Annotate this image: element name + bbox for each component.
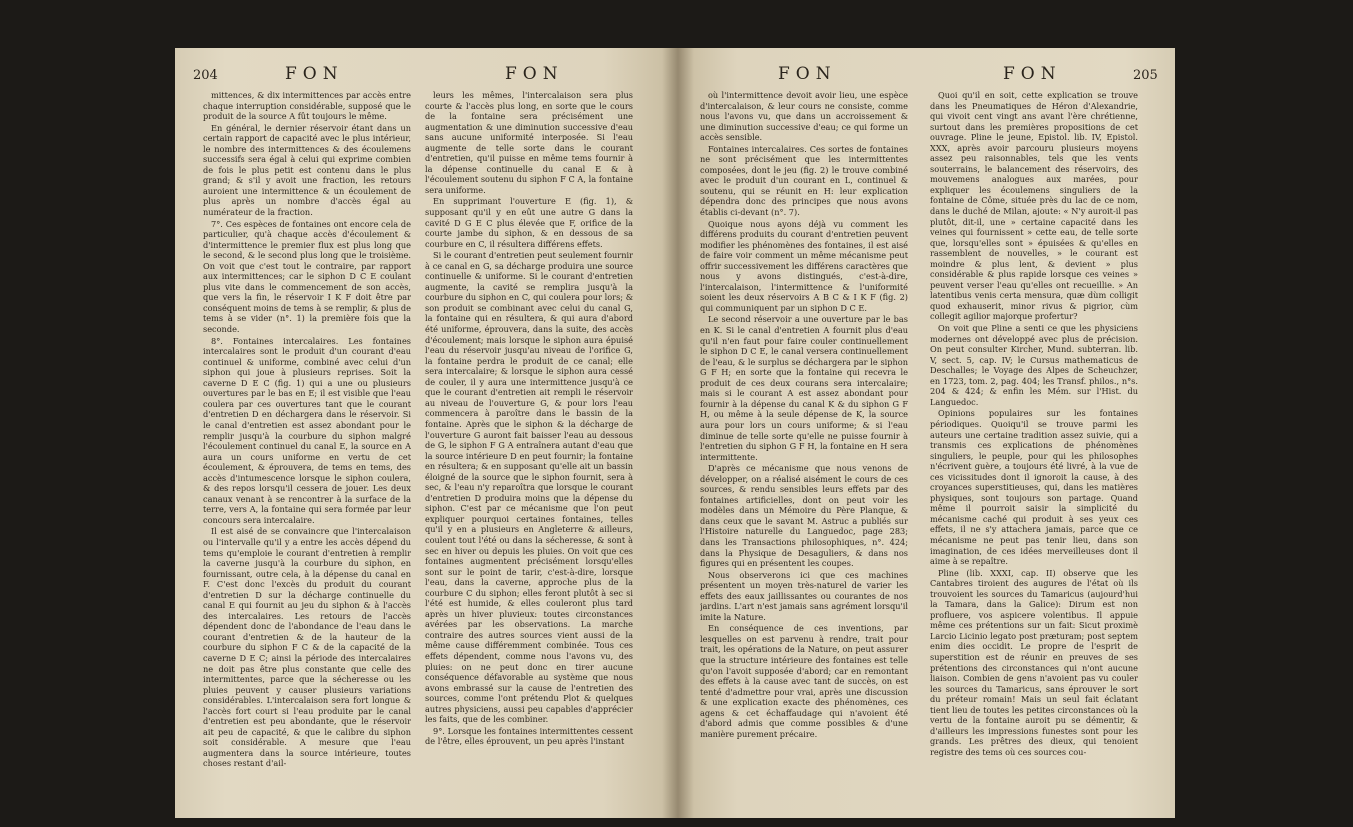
left-page-number: 204: [193, 68, 218, 83]
right-running-head-b: FON: [1003, 64, 1062, 84]
paragraph: On voit que Pline a senti ce que les physiciens modernes ont développé avec plus de précision. On peut consulter Kircher, Mund. subterran. lib. V, sect. 5, cap. IV; le Cursus mathematicus de Deschalles; le Voyage des Alpes de Scheuchzer, en 1723, tom. 2, pag. 404; les Transf. philos., n°s. 204 & 424; & enfin les Mém. sur l'Hist. du Languedoc.: [930, 323, 1138, 407]
left-running-head-b: FON: [505, 64, 564, 84]
paragraph: 7°. Ces espèces de fontaines ont encore cela de particulier, qu'à chaque accès d'écoulement & d'intermittence le premier flux est plus long que le second, & le second plus long que le troisième. On voit que c'est tout le contraire, par rapport aux intermittences; car le siphon D C E coulant plus vite dans le commencement de son accès, que vers la fin, le réservoir I K F doit être par conséquent moins de tems à se remplir, & plus de tems à se vider (n°. 1) la première fois que la seconde.: [203, 218, 411, 335]
right-running-head-a: FON: [778, 64, 837, 84]
paragraph: Quoique nous ayons déjà vu comment les différens produits du courant d'entretien peuvent modifier les phénomènes des fontaines, il est aisé de faire voir comment un même mécanisme peut offrir successivement les différens caractères que nous y avons distingués, c'est-à-dire, l'intercalaison, l'intermittence & l'uniformité soient les deux réservoirs A B C & I K F (fig. 2) qui communiquent par un siphon D C E.: [700, 218, 908, 313]
book-gutter: [662, 48, 694, 818]
left-column-2: [425, 90, 633, 810]
paragraph: Le second réservoir a une ouverture par le bas en K. Si le canal d'entretien A fournit plus d'eau qu'il n'en faut pour faire couler continuellement le siphon D C E, le canal versera continuellement de l'eau, & le surplus se déchargera par le siphon G F H; en sorte que la fontaine qui recevra le produit de ces deux courans sera intercalaire; mais si le courant A est assez abondant pour fournir à la dépense du canal K & du siphon G F H, ou même à la seule dépense de K, la source aura pour lors un cours uniforme; & si l'eau diminue de telle sorte qu'elle ne puisse fournir à l'entretien du siphon G F H, la fontaine en H sera intermittente.: [700, 314, 908, 462]
paragraph: 8°. Fontaines intercalaires. Les fontaines intercalaires sont le produit d'un courant d'eau continuel & uniforme, combiné avec celui d'un siphon qui joue à plusieurs reprises. Soit la caverne D E C (fig. 1) qui a une ou plusieurs ouvertures par le bas en E; il est visible que l'eau coulera par ces ouvertures tant que le courant d'entretien D en déchargera dans le réservoir. Si le canal d'entretien est assez abondant pour le remplir jusqu'à la courbure du siphon malgré l'écoulement continuel du canal E, la source en A aura un cours uniforme en vertu de cet écoulement, & éprouvera, de tems en tems, des accès d'intumescence lorsque le siphon coulera, & des repos lorsqu'il cessera de jouer. Les deux canaux venant à se rencontrer à la surface de la terre, vers A, la fontaine qui sera formée par leur concours sera intercalaire.: [203, 335, 411, 525]
left-column-1: [203, 90, 411, 810]
paragraph: En conséquence de ces inventions, par lesquelles on est parvenu à rendre, trait pour trait, les opérations de la Nature, on peut assurer que la structure intérieure des fontaines est telle qu'on l'avoit supposée d'abord; car en remontant des effets à la cause avec tant de succès, on est tenté d'admettre pour vrai, après une discussion & une explication exacte des phénomènes, ces agens & cet échaffaudage qui n'avoient été d'abord admis que comme possibles & d'une manière purement précaire.: [700, 623, 908, 739]
right-page: [678, 48, 1175, 818]
paragraph: Il est aisé de se convaincre que l'intercalaison ou l'intervalle qu'il y a entre les accès dépend du tems qu'emploie le courant d'entretien à remplir la caverne jusqu'à la courbure du siphon, en fournissant, outre cela, à la dépense du canal en F. C'est donc l'excès du produit du courant d'entretien D sur la décharge continuelle du canal E qui fournit au jeu du siphon & à l'accès des intercalaires. Les retours de l'accès dépendent donc de l'abondance de l'eau dans le courant d'entretien & de la hauteur de la courbure du siphon F C & de la capacité de la caverne D E C; ainsi la période des intercalaires ne doit pas être plus constante que celle des intermittentes, parce que la sécheresse ou les pluies peuvent y causer plusieurs variations considérables. L'intercalaison sera fort longue & l'accès fort court si l'eau produite par le canal d'entretien est peu abondante, que le réservoir ait peu de capacité, & que le calibre du siphon soit considérable. A mesure que l'eau augmentera dans la source intérieure, toutes choses restant d'ail-: [203, 526, 411, 769]
paragraph: Si le courant d'entretien peut seulement fournir à ce canal en G, sa décharge produira une source continuelle & uniforme. Si le courant d'entretien augmente, la cavité se remplira jusqu'à la courbure du siphon en C, qui coulera pour lors; & son produit se combinant avec celui du canal G, la fontaine qui en résultera, & qui aura d'abord été uniforme, éprouvera, dans la suite, des accès d'écoulement; mais lorsque le siphon aura épuisé l'eau du réservoir jusqu'au niveau de l'orifice G, la fontaine perdra le produit de ce canal; elle sera intercalaire; & lorsque le siphon aura cessé de couler, il y aura une intermittence jusqu'à ce que le courant d'entretien ait rempli le réservoir au niveau de l'ouverture G, & pour lors l'eau commencera à paroître dans le bassin de la fontaine. Après que le siphon & la décharge de l'ouverture G auront fait baisser l'eau au dessous de G, le siphon F G A entraînera autant d'eau que la source intérieure D en peut fournir; la fontaine en résultera; & en supposant qu'elle ait un bassin éloigné de la source que le siphon fournit, sera à sec, & l'eau n'y reparoîtra que lorsque le courant d'entretien D produira moins que la dépense du siphon. C'est par ce mécanisme que l'on peut expliquer pourquoi certaines fontaines, telles qu'il y en a plusieurs en Angleterre & ailleurs, coulent tout l'été ou dans la sécheresse, & sont à sec en hiver ou depuis les pluies. On voit que ces fontaines augmentent précisément lorsqu'elles sont sur le point de tarir, c'est-à-dire, lorsque l'eau, dans la caverne, approche plus de la courbure C du siphon; elles feront plutôt à sec si l'été est humide, & elles couleront plus tard après un hiver pluvieux: toutes circonstances avérées par les observations. La marche contraire des autres sources vient aussi de la même cause différemment combinée. Tous ces effets dépendent, comme nous l'avons vu, des pluies: on ne peut donc en tirer aucune conséquence défavorable au système que nous avons embrassé sur la cause de l'entretien des sources, comme l'ont prétendu Plot & quelques autres physiciens, aussi peu capables d'apprécier les faits, que de les combiner.: [425, 250, 633, 725]
paragraph: En général, le dernier réservoir étant dans un certain rapport de capacité avec le plus intérieur, le nombre des intermittences & des écoulemens successifs sera égal à celui qui exprime combien de fois le plus petit est contenu dans le plus grand; & s'il y avoit une fraction, les retours auroient une intermittence & un écoulement de plus après un nombre d'accès égal au numérateur de la fraction.: [203, 122, 411, 218]
left-running-head-a: FON: [285, 64, 344, 84]
right-column-1: [700, 90, 908, 810]
paragraph: Pline (lib. XXXI, cap. II) observe que les Cantabres tiroient des augures de l'état où ils trouvoient les sources du Tamaricus (aujourd'hui la Tamara, dans la Galice): Dirum est non profluere, vos aspicere volentibus. Il appuie même ces prétentions sur un fait: Sicut proximè Larcio Licinio legato post præturam; post septem enim dies occidit. Le propre de l'esprit de superstition est de réunir en preuves de ses prétentions des circonstances qui n'ont aucune liaison. Combien de gens n'avoient pas vu couler les sources du Tamaricus, sans éprouver le sort du préteur romain! Mais un seul fait éclatant tient lieu de toutes les petites circonstances où la vertu de la fontaine auroit pu se démentir, & d'ailleurs les impressions funestes sont pour les grands. Les prêtres des dieux, qui tenoient registre des tems où ces sources cou-: [930, 567, 1138, 757]
paragraph: Opinions populaires sur les fontaines périodiques. Quoiqu'il se trouve parmi les auteurs une certaine tradition assez suivie, qui a transmis ces explications de phénomènes singuliers, le peuple, pour qui les philosophes n'écrivent guère, a toujours été livré, à la vue de ces vicissitudes dont il ignoroit la cause, à des croyances superstitieuses, qui, dans les matières physiques, sont toujours son partage. Quand même il pourroit saisir la simplicité du mécanisme caché qui produit à ses yeux ces effets, il ne s'y attachera jamais, parce que ce mécanisme ne peut pas tenir lieu, dans son imagination, de ces idées merveilleuses dont il aime à se repaître.: [930, 408, 1138, 567]
paragraph: D'après ce mécanisme que nous venons de développer, on a réalisé aisément le cours de ces sources, & rendu sensibles leurs effets par des fontaines artificielles, dont on peut voir les modèles dans un Mémoire du Père Planque, & dans ceux que le savant M. Astruc a publiés sur l'Histoire naturelle du Languedoc, page 283; dans les Transactions philosophiques, n°. 424; dans la Physique de Desaguliers, & dans nos figures qui en présentent les coupes.: [700, 463, 908, 569]
right-page-number: 205: [1133, 68, 1158, 83]
paragraph: mittences, & dix intermittences par accès entre chaque interruption considérable, supposé que le produit de la source A fût toujours le même.: [203, 90, 411, 122]
paragraph: leurs les mêmes, l'intercalaison sera plus courte & l'accès plus long, en sorte que le cours de la fontaine sera précisément une augmentation & une diminution successive d'eau sans aucune uniformité interposée. Si l'eau augmente de telle sorte dans le courant d'entretien, qu'il puisse en même tems fournir à la dépense continuelle du canal E & à l'écoulement soutenu du siphon F C A, la fontaine sera uniforme.: [425, 90, 633, 195]
right-column-2: [930, 90, 1138, 810]
paragraph: Quoi qu'il en soit, cette explication se trouve dans les Pneumatiques de Héron d'Alexandrie, qui vivoit cent vingt ans avant l'ère chrétienne, surtout dans les premières propositions de cet ouvrage. Pline le jeune, Epistol. lib. IV, Epistol. XXX, après avoir parcouru plusieurs moyens assez peu raisonnables, tels que les vents souterrains, le balancement des réservoirs, des mouvemens analogues aux marées, pour expliquer les écoulemens singuliers de la fontaine de Côme, située près du lac de ce nom, dans le duché de Milan, ajoute: « N'y auroit-il pas plutôt, dit-il, une » certaine capacité dans les veines qui fournissent » cette eau, de telle sorte que, lorsqu'elles sont » épuisées & qu'elles en rassemblent de nouvelles, » le courant est moindre & plus lent, & devient » plus considérable & plus rapide lorsque ces veines » peuvent verser l'eau qu'elles ont recueillie. » An latentibus venis certa mensura, quæ dùm colligit quod exhauserit, minor rivus & pigrior, cùm collegit agilior majorque profertur?: [930, 90, 1138, 322]
paragraph: où l'intermittence devoit avoir lieu, une espèce d'intercalaison, & leur cours ne consiste, comme nous l'avons vu, que dans un accroissement & une diminution successive d'eau; ce qui forme un accès sensible.: [700, 90, 908, 143]
paragraph: Nous observerons ici que ces machines présentent un moyen très-naturel de varier les effets des eaux jaillissantes ou courantes de nos jardins. L'art n'est jamais sans agrément lorsqu'il imite la Nature.: [700, 569, 908, 622]
paragraph: 9°. Lorsque les fontaines intermittentes cessent de l'être, elles éprouvent, un peu après l'instant: [425, 725, 633, 747]
paragraph: En supprimant l'ouverture E (fig. 1), & supposant qu'il y en eût une autre G dans la cavité D G E C plus élevée que F, orifice de la courte jambe du siphon, & en dessous de sa courbure en C, il résultera différens effets.: [425, 196, 633, 249]
left-page: [175, 48, 678, 818]
paragraph: Fontaines intercalaires. Ces sortes de fontaines ne sont précisément que les intermittentes composées, dont le jeu (fig. 2) le trouve combiné avec le produit d'un courant en L, continuel & soutenu, qui se réunit en H: leur explication dépendra donc des principes que nous avons établis ci-devant (n°. 7).: [700, 143, 908, 218]
